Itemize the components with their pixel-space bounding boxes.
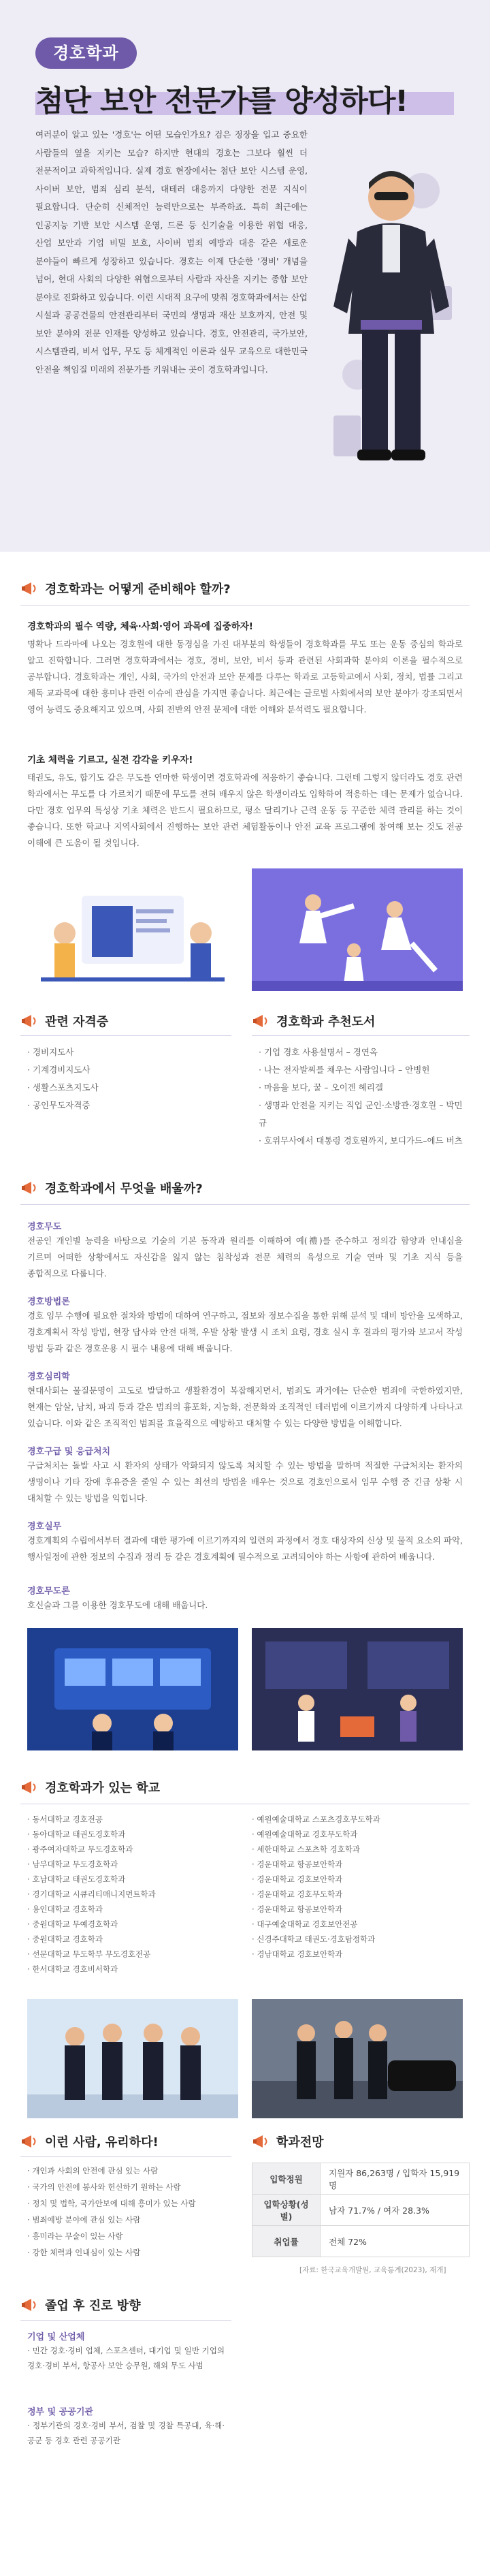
certs-list [27,1043,225,1114]
course-text: 구급처치는 돌발 사고 시 환자의 상태가 악화되지 않도록 처치할 수 있는 방법을 말하며 적절한 구급처치는 환자의 생명이나 기타 장애 후유증을 줄일 수 있는 최선의 방법을 배우는 것으로 경호인으로서 임무 수행 중 긴급 상황 시 대처할 수 있는 방법을 익힙니다. [27,1460,463,1503]
list-item: · 범죄예방 분야에 관심 있는 사람 [27,2212,231,2228]
hero-intro: 여러분이 알고 있는 '경호'는 어떤 모습인가요? 검은 정장을 입고 중요한 사람들의 옆을 지키는 모습? 하지만 현대의 경호는 그보다 훨씬 더 전문적이고 과학적입니다. 실제 경호 현장에서는 첨단 보안 시스템 운영, 사이버 보안, 범죄 심리 분석, 대테러 대응까지 다양한 전문 지식이 필요합니다. 단순히 신체적인 능력만으로는 부족하죠. 특히 최근에는 인공지능 기반 보안 시스템 운영, 드론 등 신기술을 이용한 위협 대응, 산업 보안과 기업 비밀 보호, 사이버 범죄 예방과 대응 같은 새로운 분야들이 빠르게 성장하고 있습니다. 경호는 이제 단순한 '경비' 개념을 넘어, 현대 사회의 다양한 위협으로부터 사람과 자산을 지키는 종합 보안 분야로 진화하고 있습니다. 이런 시대적 요구에 맞춰 경호학과에서는 산업 시설과 공공건물의 안전관리부터 국민의 생명과 재산 보호까지, 안전 및 보안 분야의 전문 인재를 양성하고 있습니다. 경호, 안전관리, 국가보안, 시스템관리, 비서 업무, 무도 등 체계적인 이론과 실무 교육으로 대한민국 안전을 책임질 미래의 전문가를 키워내는 곳이 경호학과입니다. [35,129,308,375]
hero-section [0,0,490,552]
megaphone-icon [20,1178,39,1197]
list-item: · 강한 체력과 인내심이 있는 사람 [27,2244,231,2261]
list-item: · 흥미라는 무술이 있는 사람 [27,2228,231,2244]
course-title: 경호무도 [27,1222,62,1232]
list-item: · 남부대학교 무도경호학과 [27,1857,238,1872]
course-text: 호신술과 그를 이용한 경호무도에 대해 배웁니다. [27,1600,208,1610]
stats-table [252,2163,470,2257]
megaphone-icon [252,2132,271,2151]
list-item: · 기계경비지도사 [27,1061,225,1079]
career-heading [20,2295,141,2314]
stats-value: 전체 72% [321,2226,470,2257]
hero-title [35,78,408,120]
guards-group-illustration [27,1999,238,2118]
schools-list-right [252,1812,470,1962]
list-item: · 국가의 안전에 봉사와 헌신하기 원하는 사람 [27,2179,231,2195]
list-item: · 한서대학교 경호비서학과 [27,1962,238,1977]
megaphone-icon [20,579,39,598]
list-item: · 중원대학교 무예경호학과 [27,1917,238,1932]
list-item: · 마음을 보다, 꿀 – 오이겐 헤리겔 [259,1079,463,1097]
schools-heading [20,1778,160,1797]
list-item: · 중원대학교 경호학과 [27,1932,238,1947]
list-item: · 광주여자대학교 무도경호학과 [27,1842,238,1857]
megaphone-icon [20,1011,39,1031]
learn-heading-text: 경호학과에서 무엇을 배울까? [45,1182,203,1196]
certs-heading-text: 관련 자격증 [45,1015,109,1029]
list-item: · 예원예술대학교 스포츠경호무도학과 [252,1812,470,1827]
list-item: · 경운대학교 항공보안학과 [252,1857,470,1872]
divider [20,1035,231,1036]
divider [20,2156,231,2157]
list-item: · 기업 경호 사용설명서 – 경연옥 [259,1043,463,1061]
stats-label: 입학정원 [252,2163,321,2195]
list-item: · 동아대학교 태권도경호학과 [27,1827,238,1842]
stats-value: 남자 71.7% / 여자 28.3% [321,2195,470,2226]
list-item: · 생활스포츠지도사 [27,1079,225,1097]
list-item: · 신경주대학교 태권도·경호탐정학과 [252,1932,470,1947]
list-item: · 경운대학교 경호무도학과 [252,1887,470,1902]
stats-value: 지원자 86,263명 / 입학자 15,919명 [321,2163,470,2195]
prep-heading [20,579,231,598]
stats-heading [252,2132,324,2151]
list-item: · 경비지도사 [27,1043,225,1061]
course-text: 현대사회는 물질문명이 고도로 발달하고 생활환경이 복잡해지면서, 범죄도 과거에는 단순한 범죄에 국한하였지만, 현재는 암살, 납치, 파괴 등과 같은 범죄의 흉포화, 지능화, 전문화와 조직적인 테러범에 이르기까지 다양하게 나타나고 있습니다. 이와 같은 조직적인 범죄를 효율적으로 예방하고 대처할 수 있는 다양한 방법을 이해합니다. [27,1385,463,1428]
table-row [252,2226,470,2257]
schools-heading-text: 경호학과가 있는 학교 [45,1781,161,1795]
course-title: 경호구급 및 응급처치 [27,1447,111,1457]
list-item: · 동서대학교 경호전공 [27,1812,238,1827]
list-item: · 경기대학교 시큐리티매니지먼트학과 [27,1887,238,1902]
megaphone-icon [20,2295,39,2314]
career-text: · 정부기관의 경호·경비 부서, 검찰 및 경찰 특공대, 육·해·공군 등 경호 관련 공공기관 [27,2421,225,2445]
list-item: · 경운대학교 경호보안학과 [252,1872,470,1887]
divider [20,1204,470,1205]
schools-list-left [27,1812,238,1977]
learn-heading [20,1178,203,1197]
career-title: 기업 및 산업체 [27,2332,85,2342]
books-heading [252,1011,375,1031]
course-text: 전공인 개인별 능력을 바탕으로 기술의 기본 동작과 원리를 이해하여 예(禮)를 준수하고 정의감 함양과 인내심을 기르며 어떠한 상황에서도 자신감을 잃지 않는 침착성과 전문 체력의 육성으로 기술 연마 및 기초 지식 등을 종합적으로 다룹니다. [27,1236,463,1278]
stats-heading-text: 학과전망 [276,2135,324,2150]
prep-heading-text: 경호학과는 어떻게 준비해야 할까? [45,582,231,597]
table-row [252,2195,470,2226]
list-item: · 선문대학교 무도학부 무도경호전공 [27,1947,238,1962]
list-item: · 용인대학교 경호학과 [27,1902,238,1917]
list-item: · 호위무사에서 대통령 경호원까지, 보디가드–에드 버츠 [259,1132,463,1150]
department-pill: 경호학과 [35,37,137,69]
list-item: · 대구예술대학교 경호보안전공 [252,1917,470,1932]
list-item: · 정치 및 법학, 국가안보에 대해 흥미가 있는 사람 [27,2195,231,2212]
list-item: · 세한대학교 스포츠학 경호학과 [252,1842,470,1857]
course-title: 경호무도론 [27,1586,70,1597]
list-item: · 예원예술대학교 경호무도학과 [252,1827,470,1842]
course-title: 경호실무 [27,1522,62,1532]
prep-text-2: 태권도, 유도, 합기도 같은 무도를 연마한 학생이면 경호학과에 적응하기 좋습니다. 그런데 그렇지 않더라도 경호 관련 학과에서는 무도를 다 가르치기 때문에 무도를 전혀 배우지 않은 학생이라도 입학하여 적응하는 데는 문제가 없습니다. 다만 경호 업무의 특성상 기초 체력은 반드시 필요하므로, 평소 달리기나 근력 운동 등 꾸준한 체력 관리를 하는 것이 좋습니다. 또한 학교나 지역사회에서 진행하는 보안 관련 체험활동이나 안전 교육 프로그램에 참여해 보는 것도 전공 이해에 큰 도움이 될 것입니다. [27,772,463,848]
stats-label: 입학상황(성별) [252,2195,321,2226]
list-item: · 호남대학교 태권도경호학과 [27,1872,238,1887]
course-text: 경호계획의 수립에서부터 결과에 대한 평가에 이르기까지의 일련의 과정에서 경호 대상자의 신상 및 물적 요소의 파악, 행사일정에 관한 정보의 수집과 정리 등 같은 경호계획에 필수적으로 고려되어야 하는 사항에 관하여 배웁니다. [27,1535,463,1562]
bodyguard-illustration [320,150,463,477]
prep-subheading-2: 기초 체력을 기르고, 실전 감각을 키우자! [27,755,193,766]
course-title: 경호심리학 [27,1372,70,1382]
training-illustration [252,1628,463,1750]
career-heading-text: 졸업 후 진로 방향 [45,2299,141,2313]
person-list [27,2163,231,2261]
person-heading-text: 이런 사람, 유리하다! [45,2135,159,2150]
course-title: 경호방법론 [27,1297,70,1307]
list-item: · 나는 전자발찌를 채우는 사람입니다 – 안병헌 [259,1061,463,1079]
list-item: · 개인과 사회의 안전에 관심 있는 사람 [27,2163,231,2179]
divider [20,605,470,606]
career-text: · 민간 경호·경비 업체, 스포츠센터, 대기업 및 일반 기업의 경호·경비 부서, 항공사 보안 승무원, 해외 무도 사범 [27,2346,225,2370]
megaphone-icon [252,1011,271,1031]
security-monitoring-illustration [27,1628,238,1750]
certs-heading [20,1011,108,1031]
list-item: · 공인무도자격증 [27,1097,225,1114]
prep-subheading-1: 경호학과의 필수 역량, 체육·사회·영어 과목에 집중하자! [27,621,253,632]
divider [20,2320,231,2321]
table-row [252,2163,470,2195]
person-heading [20,2132,159,2151]
books-list [259,1043,463,1150]
vip-escort-illustration [252,1999,463,2118]
list-item: · 생명과 안전을 지키는 직업 군인·소방관·경호원 – 박민규 [259,1097,463,1132]
source-note: [자료: 한국교육개발원, 교육통계(2023), 재개] [299,2266,446,2274]
prep-text-1: 명확나 드라마에 나오는 경호원에 대한 동경심을 가진 대부분의 학생들이 경호학과를 무도 또는 운동 중심의 학과로 알고 진학합니다. 그러면 경호학과에서는 경호, 경비, 보안, 비서 등과 관련된 사회과학 분야의 이론을 필수적으로 공부합니다. 경호학과는 개인, 사회, 국가의 안전과 보안 문제를 다루는 학과로 고등학교에서 사회, 정치, 법률 그리고 제독 교과목에 대한 흥미나 관련 이슈에 관심을 가지면 좋습니다. 최근에는 글로벌 사회에서의 보안 분야가 강조되면서 영어 능력도 중요해지고 있으며, 사회 전반의 안전 문제에 대한 이해와 분석력도 필요합니다. [27,639,463,714]
hero-title-text: 첨단 보안 전문가를 양성하다! [35,84,408,119]
martial-arts-illustration [252,868,463,991]
stats-label: 취업률 [252,2226,321,2257]
books-heading-text: 경호학과 추천도서 [276,1015,376,1029]
career-title: 정부 및 공공기관 [27,2407,93,2417]
study-illustration [27,868,238,991]
megaphone-icon [20,2132,39,2151]
course-text: 경호 임무 수행에 필요한 절차와 방법에 대하여 연구하고, 접보와 정보수집을 통한 위해 분석 및 대비 방안을 모색하고, 경호계획서 작성 방법, 현장 답사와 안전 대책, 우발 상황 발생 시 조치 요령, 경호 실시 후 결과의 평가와 보고서 작성 방법 등과 같은 경호운용 시 필수 내용에 대해 배웁니다. [27,1310,463,1353]
divider [252,1035,470,1036]
list-item: · 경남대학교 경호보안학과 [252,1947,470,1962]
list-item: · 경운대학교 항공보안학과 [252,1902,470,1917]
megaphone-icon [20,1778,39,1797]
